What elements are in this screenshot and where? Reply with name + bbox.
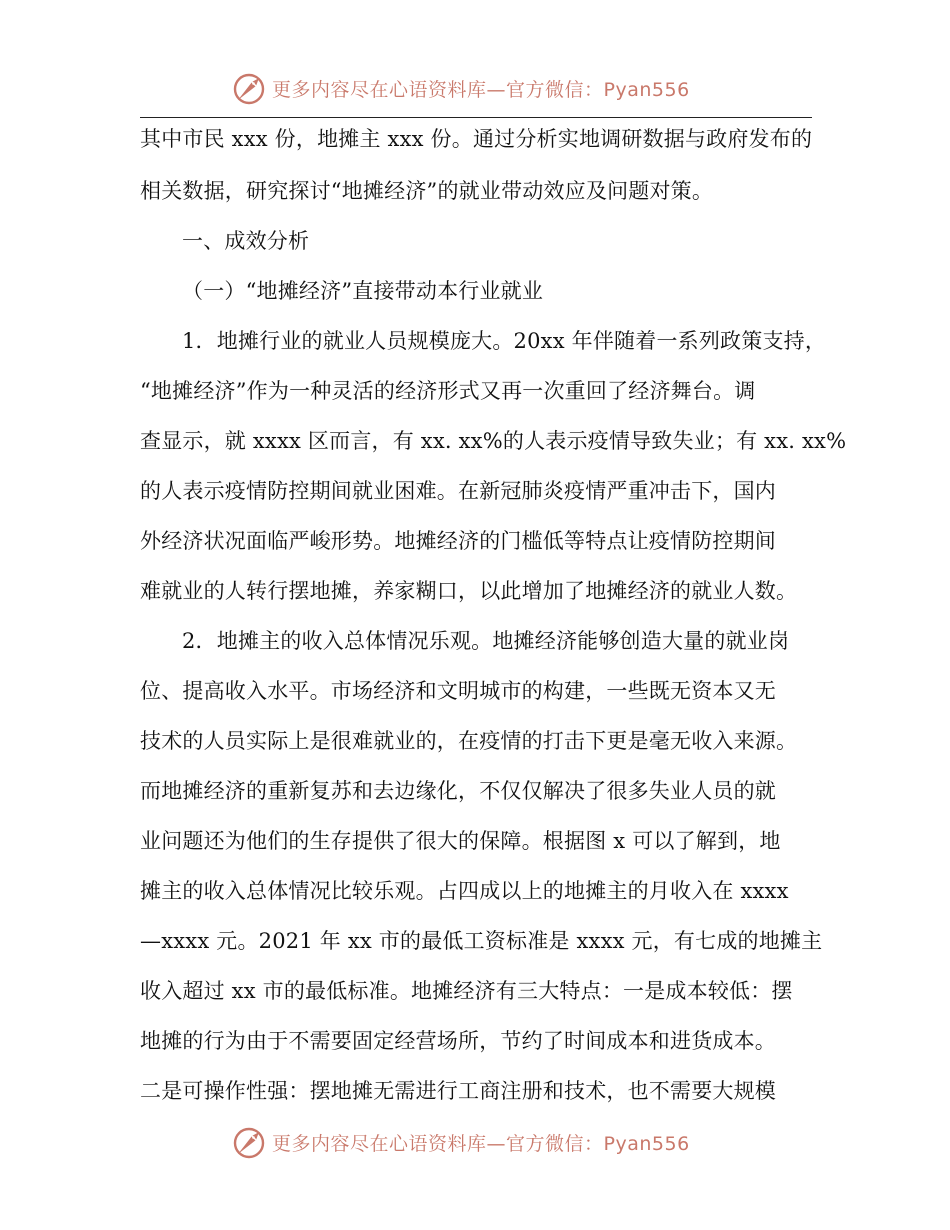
text-line: 1．地摊行业的就业人员规模庞大。20xx 年伴随着一系列政策支持， <box>182 329 827 353</box>
text-line: 二是可操作性强：摆地摊无需进行工商注册和技术，也不需要大规模 <box>140 1079 776 1103</box>
text-line: 难就业的人转行摆地摊，养家糊口，以此增加了地摊经济的就业人数。 <box>140 579 798 603</box>
text-line: 的人表示疫情防控期间就业困难。在新冠肺炎疫情严重冲击下，国内 <box>140 479 776 503</box>
text-line: 位、提高收入水平。市场经济和文明城市的构建，一些既无资本又无 <box>140 679 776 703</box>
header-banner-text: 更多内容尽在心语资料库—官方微信：Pyan556 <box>272 78 690 101</box>
text-line: 而地摊经济的重新复苏和去边缘化，不仅仅解决了很多失业人员的就 <box>140 779 776 803</box>
footer-banner <box>232 1122 690 1162</box>
text-line: 其中市民 xxx 份，地摊主 xxx 份。通过分析实地调研数据与政府发布的 <box>140 127 813 151</box>
text-line: 业问题还为他们的生存提供了很大的保障。根据图 x 可以了解到，地 <box>140 829 781 853</box>
section-heading: 一、成效分析 <box>182 229 310 253</box>
text-line: 相关数据，研究探讨“地摊经济”的就业带动效应及问题对策。 <box>140 179 714 203</box>
text-line: 摊主的收入总体情况比较乐观。占四成以上的地摊主的月收入在 xxxx <box>140 879 789 903</box>
text-line: —xxxx 元。2021 年 xx 市的最低工资标准是 xxxx 元，有七成的地摊主 <box>140 929 823 953</box>
text-line: 收入超过 xx 市的最低标准。地摊经济有三大特点：一是成本较低：摆 <box>140 979 793 1003</box>
text-line: 地摊的行为由于不需要固定经营场所，节约了时间成本和进货成本。 <box>140 1029 776 1053</box>
footer-banner-text: 更多内容尽在心语资料库—官方微信：Pyan556 <box>272 1132 690 1155</box>
text-line: 2．地摊主的收入总体情况乐观。地摊经济能够创造大量的就业岗 <box>182 629 790 653</box>
text-line: 技术的人员实际上是很难就业的，在疫情的打击下更是毫无收入来源。 <box>140 729 798 753</box>
pen-nib-icon <box>232 1124 268 1160</box>
subsection-heading: （一）“地摊经济”直接带动本行业就业 <box>182 279 544 303</box>
text-line: 查显示，就 xxxx 区而言，有 xx. xx%的人表示疫情导致失业；有 xx. xx% <box>140 429 847 453</box>
text-line: “地摊经济”作为一种灵活的经济形式又再一次重回了经济舞台。调 <box>140 379 756 403</box>
text-line: 外经济状况面临严峻形势。地摊经济的门槛低等特点让疫情防控期间 <box>140 529 776 553</box>
